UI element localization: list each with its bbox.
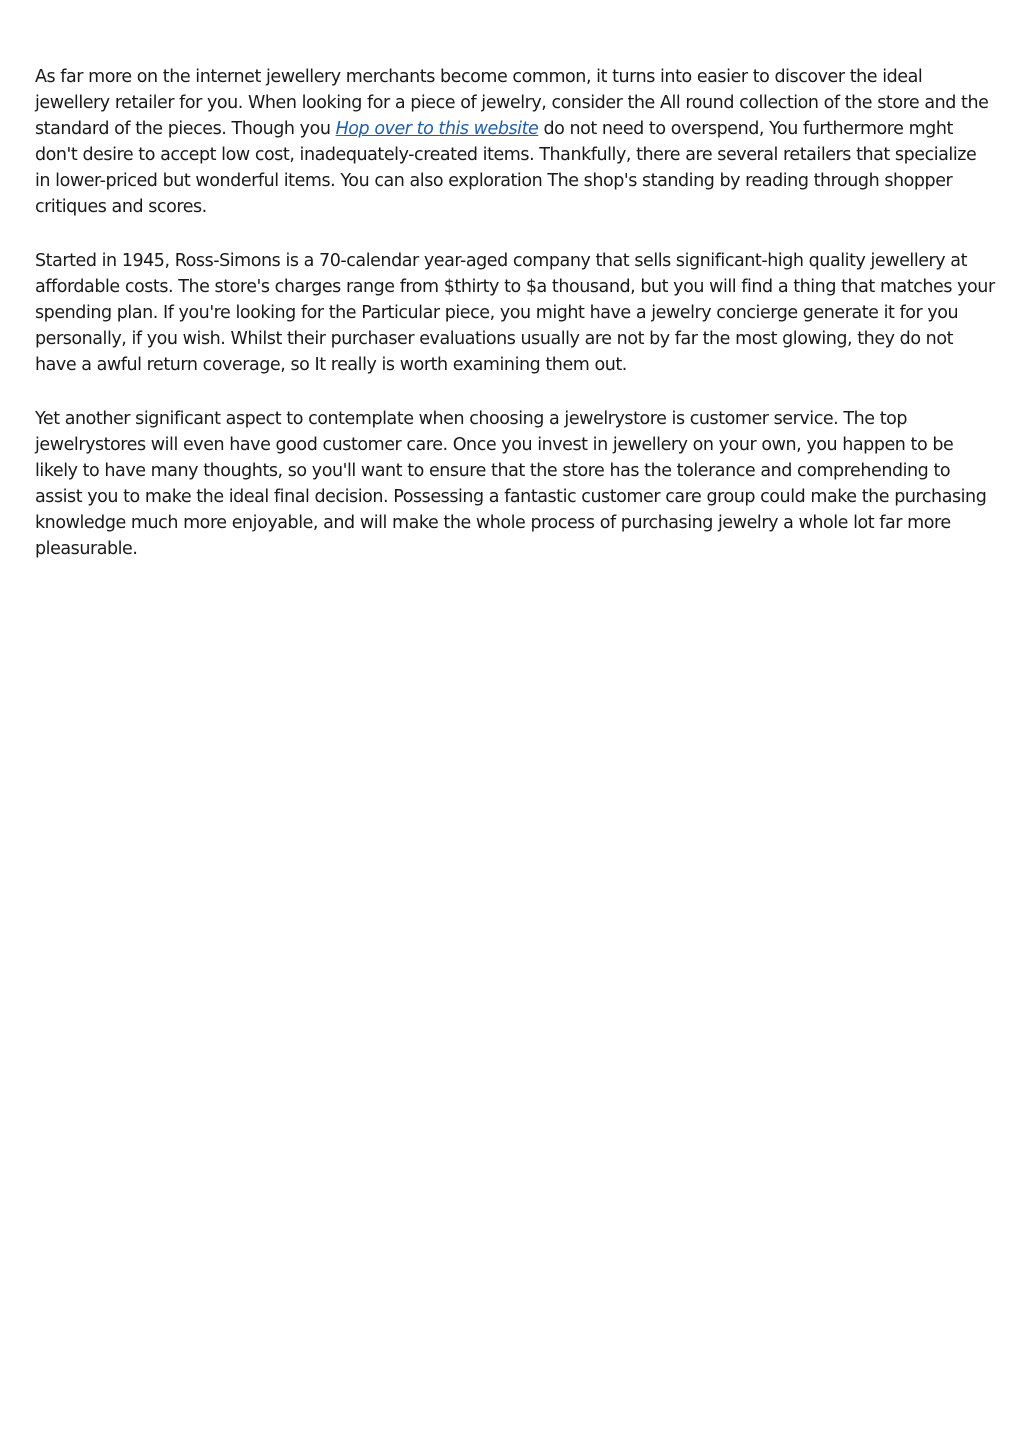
paragraph-3: Yet another significant aspect to contemplate when choosing a jewelrystore is customer service. The top jewelrystores will even have good customer care. Once you invest in jewellery on your own, you happen to be likely to have many thoughts, so you'll want to ensure that the store has the tolerance and comprehending to assist you to make the ideal final decision. Possessing a fantastic customer care group could make the purchasing knowledge much more enjoyable, and will make the whole process of purchasing jewelry a whole lot far more pleasurable. bbox=[35, 409, 987, 559]
paragraph-2: Started in 1945, Ross-Simons is a 70-calendar year-aged company that sells significant-high quality jewellery at affordable costs. The store's charges range from $thirty to $a thousand, but you will find a thing that matches your spending plan. If you're looking for the Particular piece, you might have a jewelry concierge generate it for you personally, if you wish. Whilst their purchaser evaluations usually are not by far the most glowing, they do not have a awful return coverage, so It really is worth examining them out. bbox=[35, 251, 995, 375]
hop-over-to-this-website-link[interactable]: Hop over to this website bbox=[335, 119, 539, 139]
document-body bbox=[35, 64, 995, 590]
paragraph-1-text-after-link: do not need to overspend, You furthermore mght don't desire to accept low cost, inadequately-created items. Thankfully, there are several retailers that specialize in lower-priced but wonderful items. You can also exploration The shop's standing by reading through shopper critiques and scores. bbox=[35, 119, 977, 217]
paragraph-1 bbox=[35, 64, 995, 220]
paragraph-1-text-before-link: As far more on the internet jewellery merchants become common, it turns into easier to discover the ideal jewellery retailer for you. When looking for a piece of jewelry, consider the All round collection of the store and the standard of the pieces. Though you bbox=[35, 67, 989, 139]
